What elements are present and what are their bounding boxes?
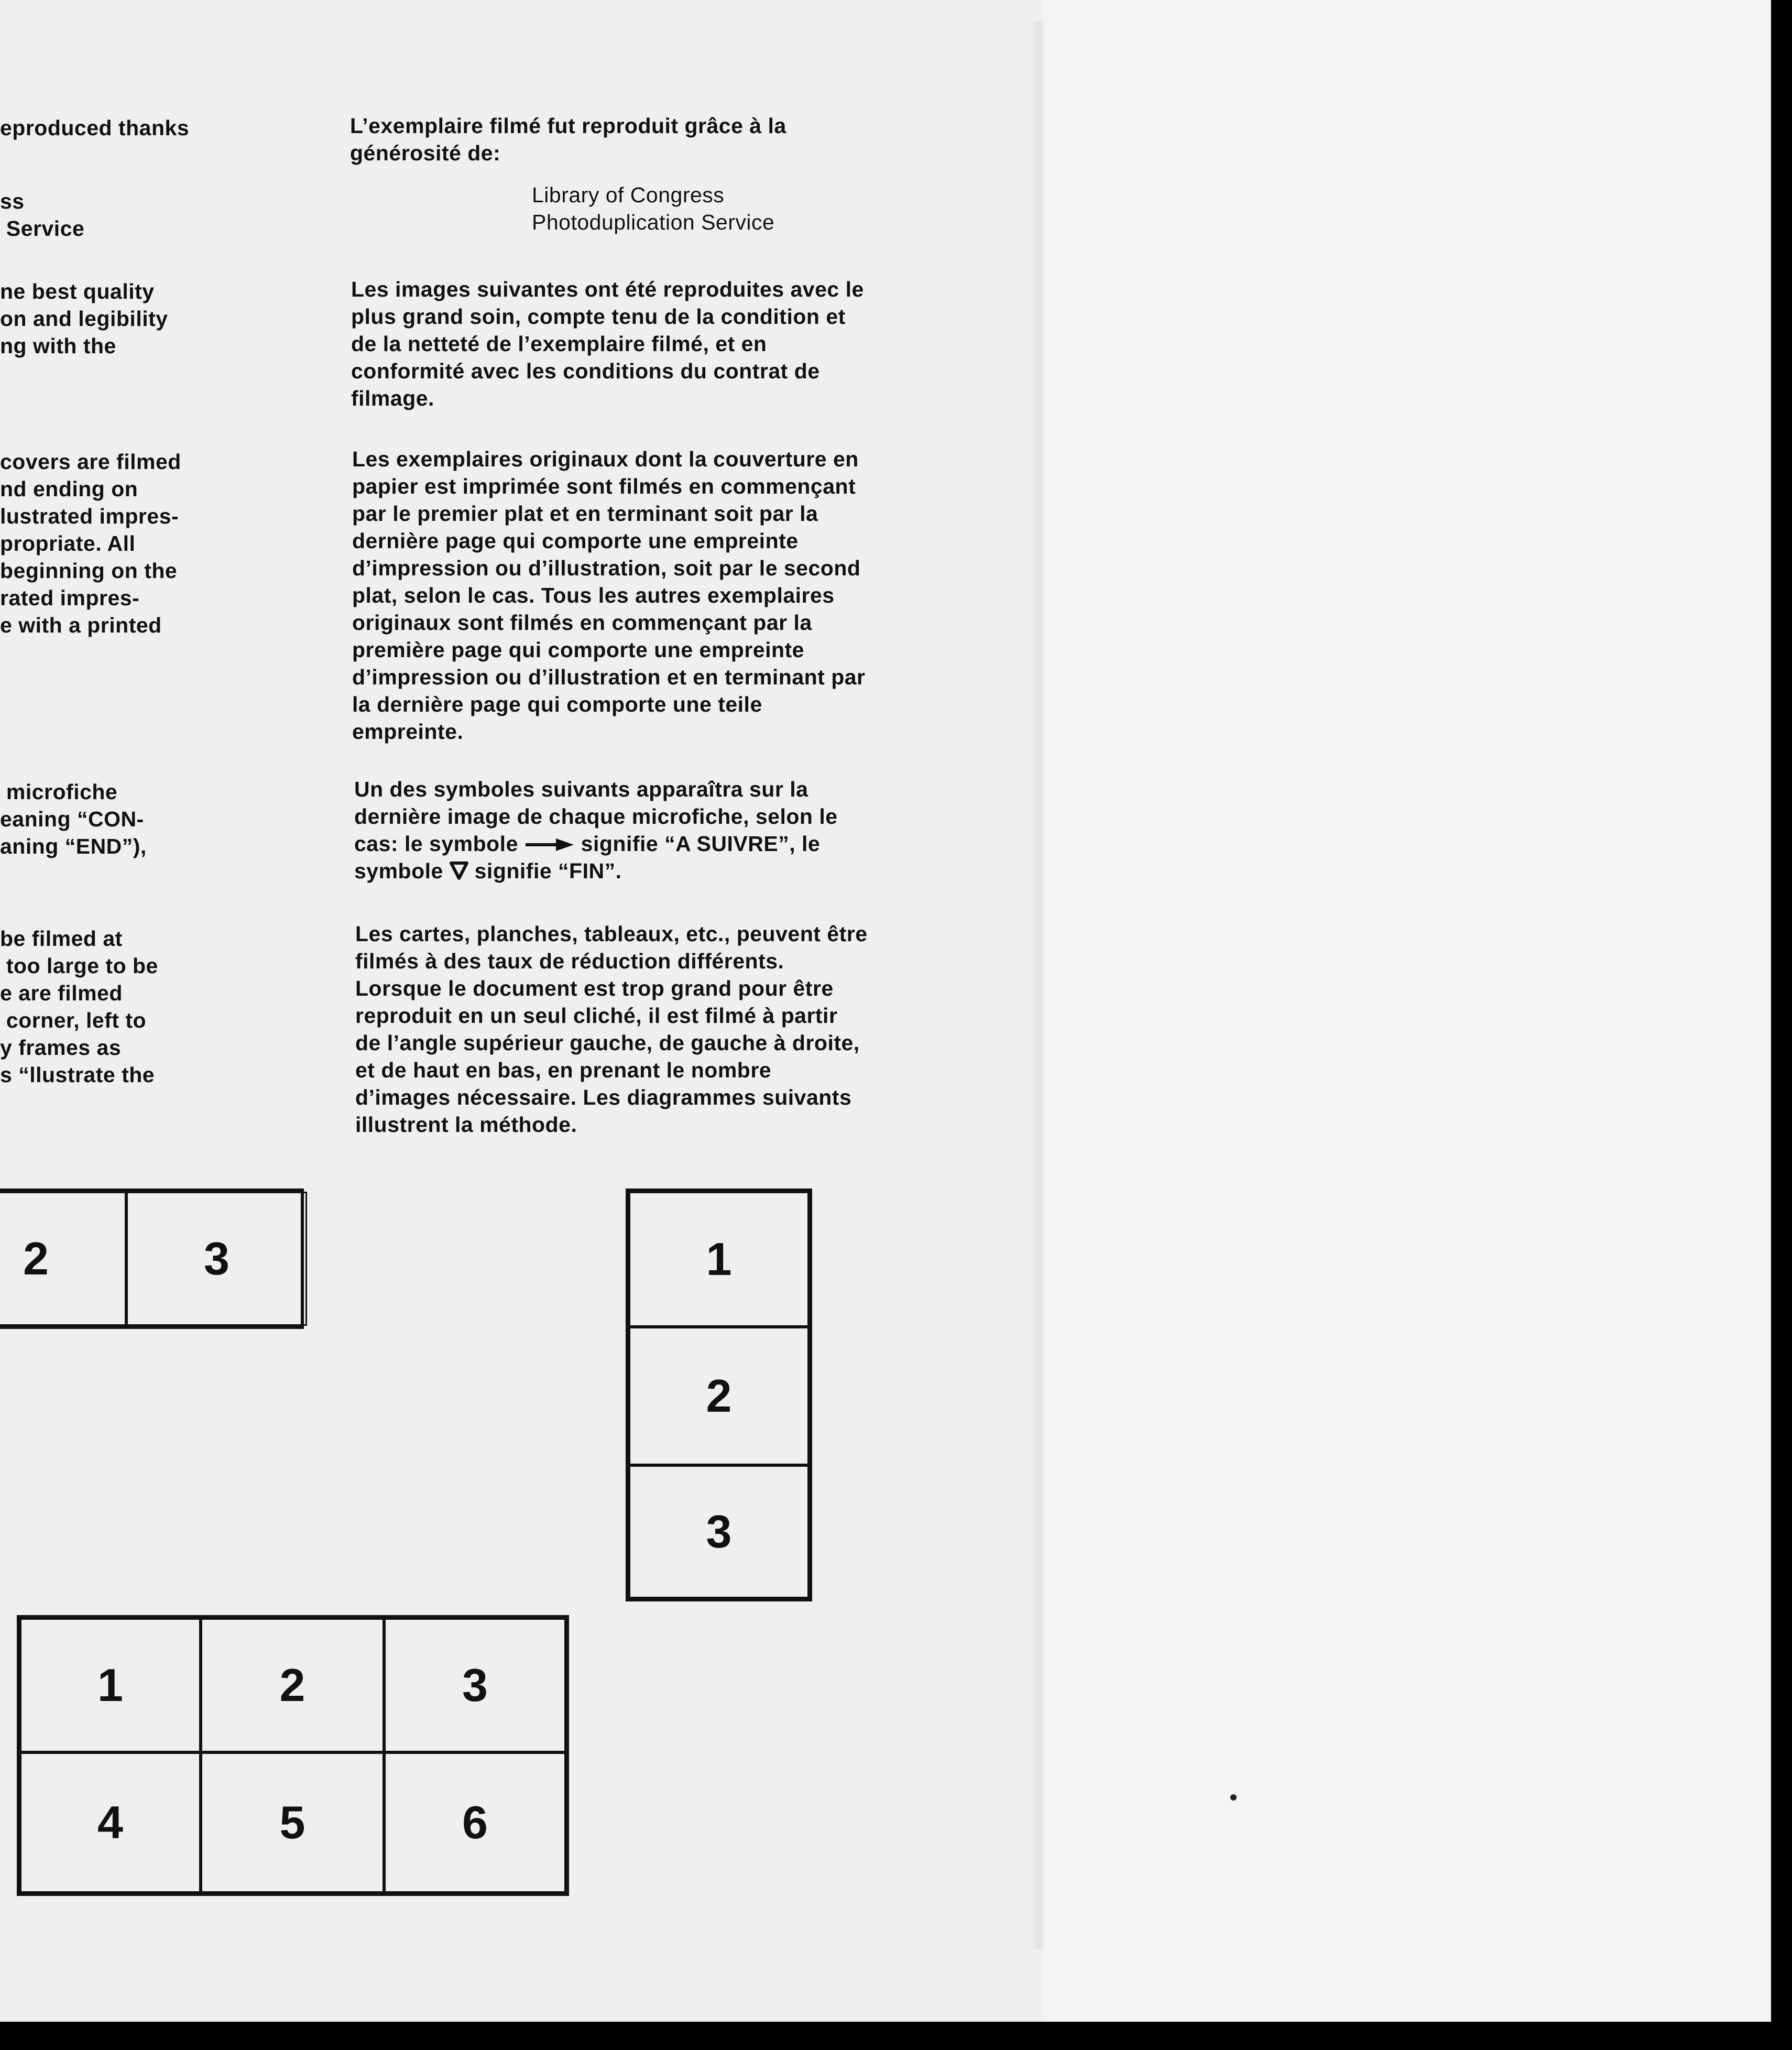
diagram-cell: 2 — [0, 1192, 126, 1326]
diagram-cell: 3 — [384, 1618, 566, 1752]
left-paragraph-quality: ne best quality on and legibility ng with the — [0, 279, 168, 358]
dust-speck — [1230, 1794, 1237, 1801]
left-paragraph-microfiche: microfiche eaning “CON- aning “END”), — [0, 780, 147, 858]
symbols-line-1: Un des symboles suivants apparaîtra sur la — [354, 777, 808, 801]
paragraph-originaux: Les exemplaires originaux dont la couverture en papier est imprimée sont filmés en commençant par le premier plat et en terminant soit par la dernière page qui comporte une empreinte d’impression ou d’illustration, soit par le second plat, selon le cas. Tous les autres exemplaires originaux sont filmés en commençant par la première page qui comporte une empreinte d’impression ou d’illustration et en terminant par la dernière page qui comporte une teile empreinte. — [352, 447, 866, 744]
scan-border-right — [1771, 0, 1792, 2050]
left-line-service: Service — [0, 216, 85, 241]
diagram-cell: 3 — [126, 1192, 307, 1326]
diagram-cell: 5 — [201, 1752, 384, 1893]
diagram-cell: 6 — [384, 1752, 566, 1893]
symbols-line-3-end: signifie “A SUIVRE”, le — [574, 832, 821, 856]
left-line-thanks: eproduced thanks — [0, 116, 190, 140]
paragraph-images: Les images suivantes ont été reproduites avec le plus grand soin, compte tenu de la condition et de la netteté de l’exemplaire filmé, et en conformité avec les conditions du contrat de filmage. — [351, 277, 864, 410]
scan-border-bottom — [0, 2022, 1792, 2050]
diagram-horizontal — [0, 1188, 304, 1329]
diagram-cell: 3 — [629, 1465, 809, 1598]
triangle-down-icon — [450, 859, 468, 886]
symbols-line-4-start: symbole — [354, 859, 450, 883]
left-paragraph-covers: covers are filmed nd ending on lustrated impres- propriate. All beginning on the rated impres- e with a printed — [0, 450, 181, 637]
diagram-cell: 2 — [201, 1618, 384, 1752]
intro-text: L’exemplaire filmé fut reproduit grâce à la générosité de: — [350, 114, 786, 165]
left-paragraph-maps: be filmed at too large to be e are filmed corner, left to y frames as s “llustrate the — [0, 926, 158, 1087]
symbols-line-2: dernière image de chaque microfiche, selon le — [354, 804, 838, 828]
left-line-congress: ss — [0, 189, 25, 213]
diagram-cell: 1 — [629, 1192, 809, 1327]
arrow-right-icon — [525, 832, 575, 859]
diagram-cell: 1 — [20, 1618, 201, 1752]
library-name: Library of Congress Photoduplication Service — [532, 183, 775, 234]
symbols-line-4 — [354, 857, 621, 886]
page-fold-shadow — [1031, 21, 1046, 1949]
right-page-area — [1043, 0, 1771, 2022]
diagram-vertical — [626, 1188, 812, 1601]
diagram-cell: 2 — [629, 1327, 809, 1465]
symbols-line-4-end: signifie “FIN”. — [468, 859, 622, 883]
diagram-cell: 4 — [20, 1752, 201, 1893]
symbols-line-3-start: cas: le symbole — [354, 832, 525, 856]
symbols-line-3 — [354, 830, 820, 859]
paragraph-cartes: Les cartes, planches, tableaux, etc., peuvent être filmés à des taux de réduction différents. Lorsque le document est trop grand pour être reproduit en un seul cliché, il est filmé à partir de l’angle supérieur gauche, de gauche à droite, et de haut en bas, en prenant le nombre d’images nécessaire. Les diagrammes suivants illustrent la méthode. — [355, 922, 868, 1137]
diagram-grid — [17, 1615, 569, 1896]
